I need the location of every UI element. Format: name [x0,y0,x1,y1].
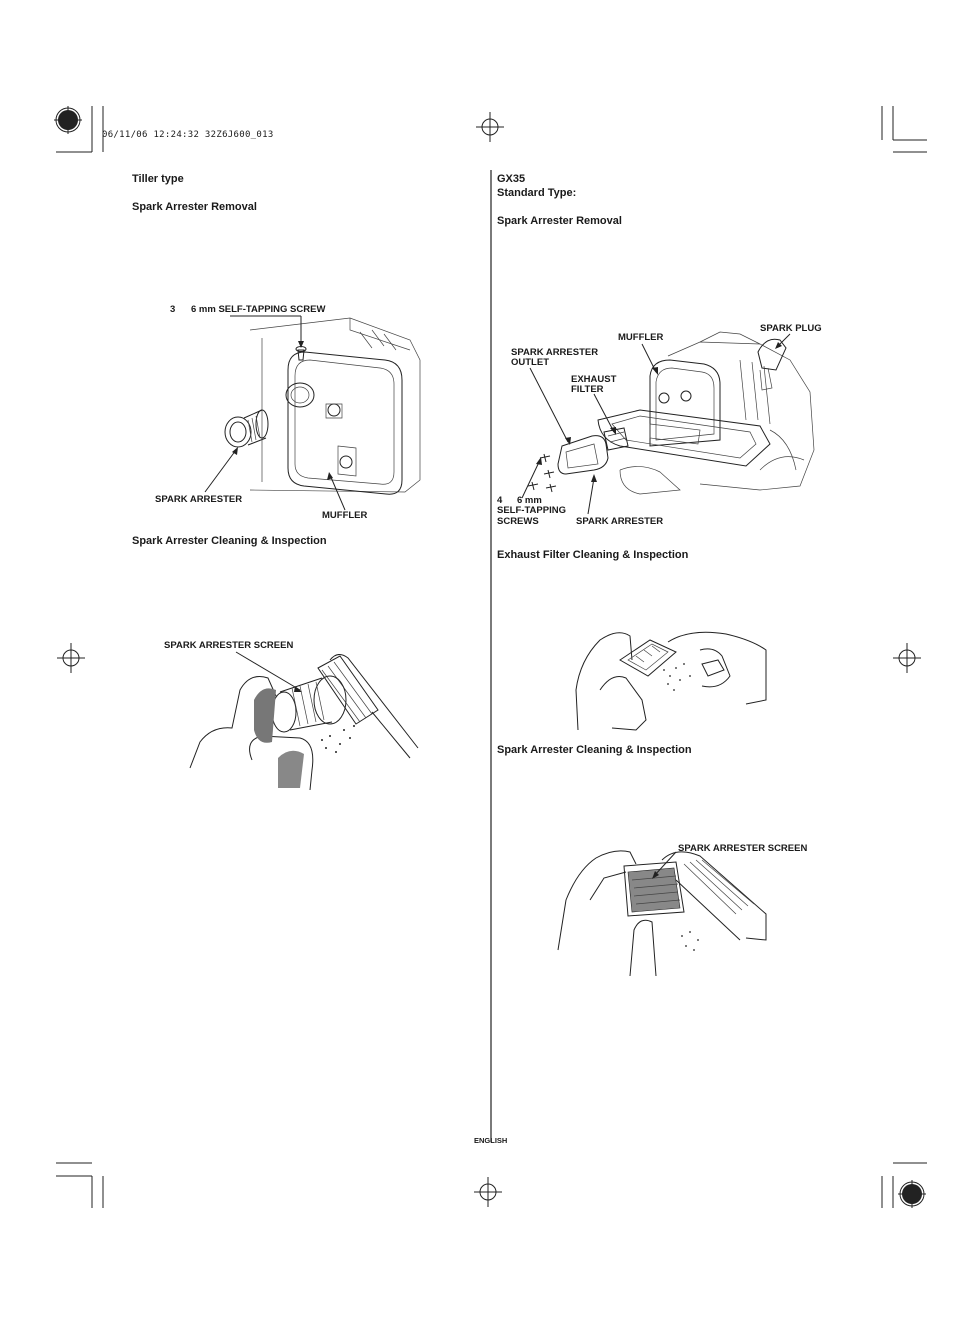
right-filter-heading: Exhaust Filter Cleaning & Inspection [497,549,689,561]
right-spark-plug-label: SPARK PLUG [760,323,822,334]
left-removal-heading: Spark Arrester Removal [132,201,257,213]
right-screws-label-2: SELF-TAPPING [497,505,566,516]
right-screws-label-3: SCREWS [497,516,539,527]
right-cleaning-heading: Spark Arrester Cleaning & Inspection [497,744,692,756]
right-filter-label-2: FILTER [571,384,604,395]
right-type: Standard Type: [497,187,577,199]
footer-language: ENGLISH [474,1136,508,1145]
right-screen-label: SPARK ARRESTER SCREEN [678,843,808,854]
left-muffler-label: MUFFLER [322,510,368,521]
right-outlet-label-2: OUTLET [511,357,549,368]
right-removal-heading: Spark Arrester Removal [497,215,622,227]
left-spark-arrester-label: SPARK ARRESTER [155,494,243,505]
right-spark-arrester-label: SPARK ARRESTER [576,516,664,527]
right-muffler-label: MUFFLER [618,332,664,343]
right-outlet-label-1: SPARK ARRESTER [511,347,599,358]
right-screws-count: 4 [497,495,503,506]
print-stamp: 06/11/06 12:24:32 32Z6J600_013 [102,130,274,140]
section-title-tiller: Tiller type [132,173,184,185]
right-model: GX35 [497,173,526,185]
left-cleaning-heading: Spark Arrester Cleaning & Inspection [132,535,327,547]
left-screen-label: SPARK ARRESTER SCREEN [164,640,294,651]
left-screw-label: 6 mm SELF-TAPPING SCREW [191,304,326,315]
right-filter-label-1: EXHAUST [571,374,617,385]
right-screws-size: 6 mm [517,495,542,506]
left-screw-count: 3 [170,304,176,315]
